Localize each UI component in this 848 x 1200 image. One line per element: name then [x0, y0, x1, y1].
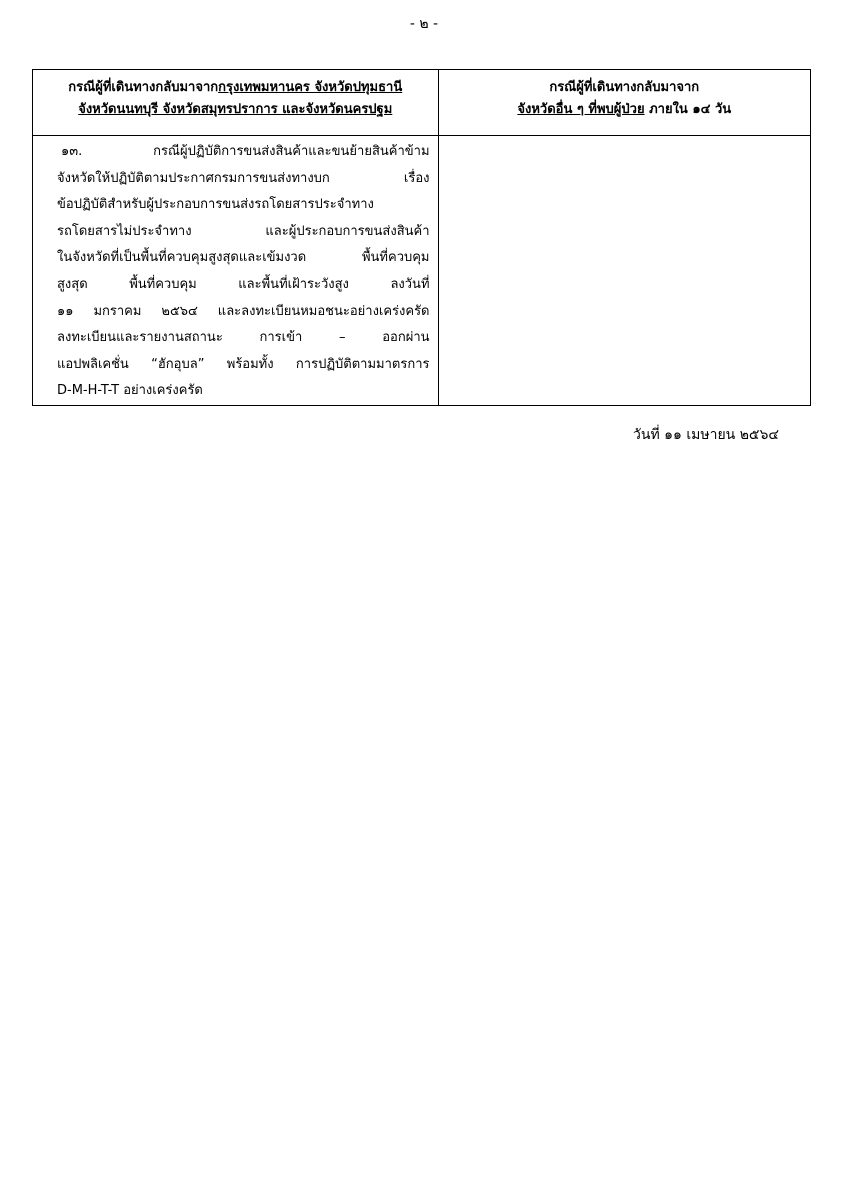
body-text-line: รถโดยสารไม่ประจำทาง และผู้ประกอบการขนส่งสินค้า [57, 223, 430, 239]
body-text-line: จังหวัดให้ปฏิบัติตามประกาศกรมการขนส่งทางบก เรื่อง [57, 170, 430, 186]
left-column-header [33, 70, 439, 136]
left-header-underlined-text-1: กรุงเทพมหานคร จังหวัดปทุมธานี [218, 80, 403, 95]
right-header-plain-text: ภายใน ๑๔ วัน [644, 102, 732, 117]
left-header-line-1 [33, 77, 438, 99]
left-body-cell [33, 136, 439, 406]
right-header-line-2 [439, 99, 810, 121]
page-number: - ๒ - [409, 16, 439, 32]
body-text-line: แอปพลิเคชั่น “ฮักอุบล” พร้อมทั้ง การปฏิบัติตามมาตรการ [57, 356, 430, 372]
table-header-row [33, 70, 811, 136]
body-text-line: ในจังหวัดที่เป็นพื้นที่ควบคุมสูงสุดและเข้มงวด พื้นที่ควบคุม [57, 250, 430, 266]
body-text-line: สูงสุด พื้นที่ควบคุม และพื้นที่เฝ้าระวังสูง ลงวันที่ [57, 276, 430, 292]
right-body-cell [438, 136, 810, 406]
left-header-plain-text: กรณีผู้ที่เดินทางกลับมาจาก [68, 80, 219, 95]
body-text-line: ลงทะเบียนและรายงานสถานะ การเข้า – ออกผ่าน [57, 330, 430, 346]
right-column-header [438, 70, 810, 136]
right-header-line-1: กรณีผู้ที่เดินทางกลับมาจาก [549, 80, 700, 95]
body-text-line: ๑๑ มกราคม ๒๕๖๔ และลงทะเบียนหมอชนะอย่างเคร่งครัด [57, 303, 430, 319]
body-text-line: D-M-H-T-T อย่างเคร่งครัด [57, 383, 203, 399]
document-date: วันที่ ๑๑ เมษายน ๒๕๖๔ [633, 427, 779, 443]
body-text-line: ๑๓. กรณีผู้ปฏิบัติการขนส่งสินค้าและขนย้ายสินค้าข้าม [61, 144, 430, 159]
right-header-underlined-text: จังหวัดอื่น ๆ ที่พบผู้ป่วย [517, 102, 645, 117]
body-text-line: ข้อปฏิบัติสำหรับผู้ประกอบการขนส่งรถโดยสารประจำทาง [57, 197, 374, 213]
table-body-row [33, 136, 811, 406]
measures-table [32, 69, 811, 406]
left-header-underlined-text-2: จังหวัดนนทบุรี จังหวัดสมุทรปราการ และจังหวัดนครปฐม [78, 102, 393, 117]
